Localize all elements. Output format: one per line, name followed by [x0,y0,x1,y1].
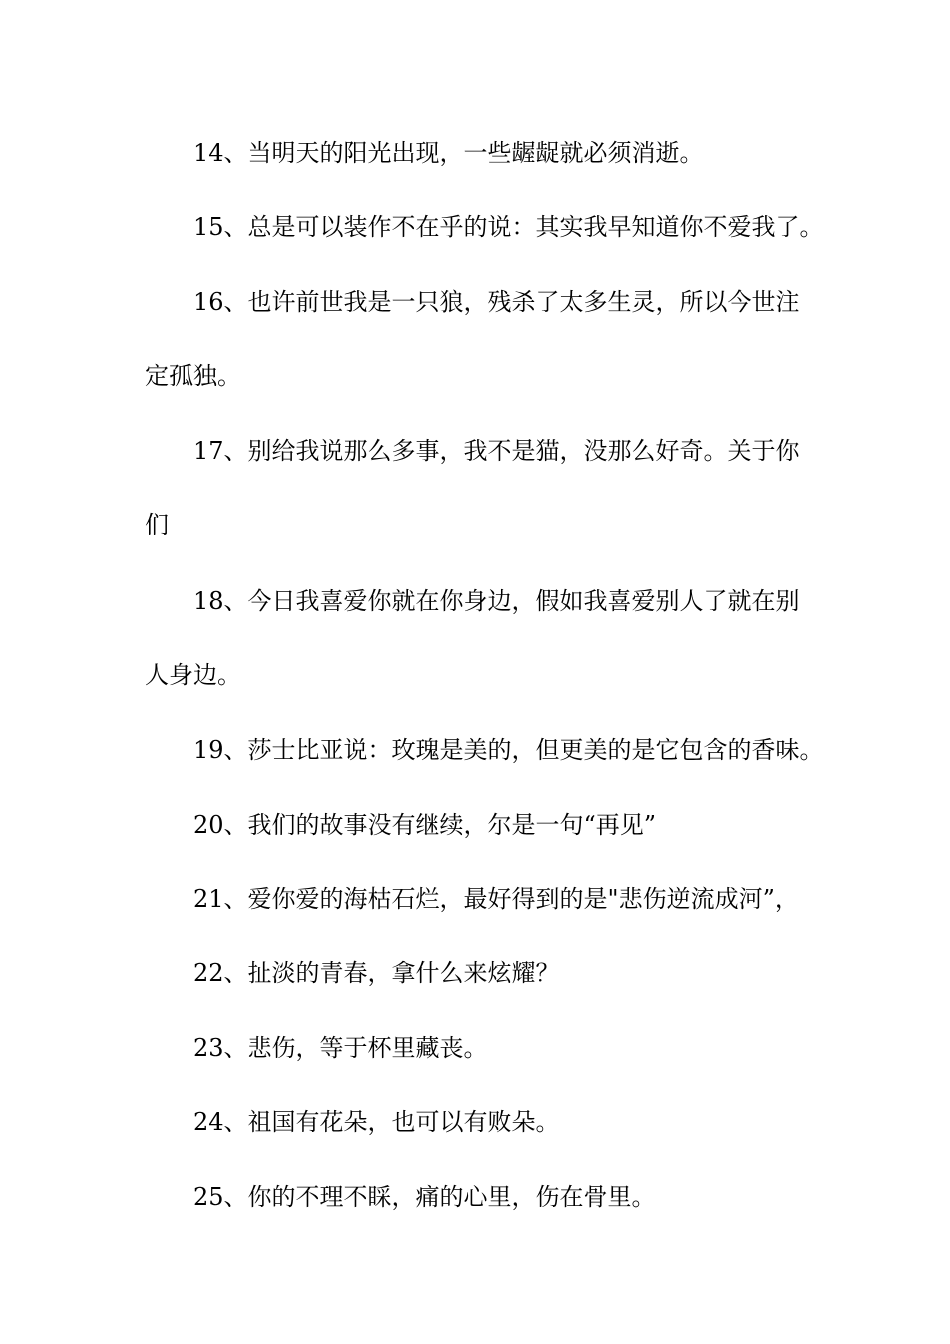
paragraph-15 [0,212,950,242]
paragraph-18 [0,586,950,690]
paragraph-line: 18、今日我喜爱你就在你身边，假如我喜爱别人了就在别 [193,587,800,615]
paragraph-17 [0,436,950,540]
paragraph-14 [0,138,950,168]
paragraph-line: 22、扯淡的青春，拿什么来炫耀？ [193,959,560,987]
paragraph-20 [0,810,950,840]
paragraph-24 [0,1107,950,1137]
paragraph-23 [0,1033,950,1063]
paragraph-line: 21、爱你爱的海枯石烂，最好得到的是"悲伤逆流成河”， [193,885,799,913]
paragraph-line: 们 [145,511,169,539]
paragraph-line: 17、别给我说那么多事，我不是猫，没那么好奇。关于你 [193,437,800,465]
paragraph-line: 23、悲伤，等于杯里藏丧。 [193,1034,488,1062]
paragraph-line: 定孤独。 [145,362,241,390]
paragraph-line: 16、也许前世我是一只狼，残杀了太多生灵，所以今世注 [193,288,800,316]
paragraph-line: 19、莎士比亚说：玫瑰是美的，但更美的是它包含的香味。 [193,736,824,764]
paragraph-line: 14、当明天的阳光出现，一些龌龊就必须消逝。 [193,139,704,167]
paragraph-line: 24、祖国有花朵，也可以有败朵。 [193,1108,560,1136]
paragraph-22 [0,958,950,988]
paragraph-21 [0,884,950,914]
paragraph-line: 25、你的不理不睬，痛的心里，伤在骨里。 [193,1183,656,1211]
paragraph-line: 15、总是可以装作不在乎的说：其实我早知道你不爱我了。 [193,213,824,241]
paragraph-line: 20、我们的故事没有继续，尔是一句“再见” [193,811,657,839]
paragraph-25 [0,1182,950,1212]
paragraph-16 [0,287,950,391]
paragraph-19 [0,735,950,765]
paragraph-line: 人身边。 [145,661,241,689]
